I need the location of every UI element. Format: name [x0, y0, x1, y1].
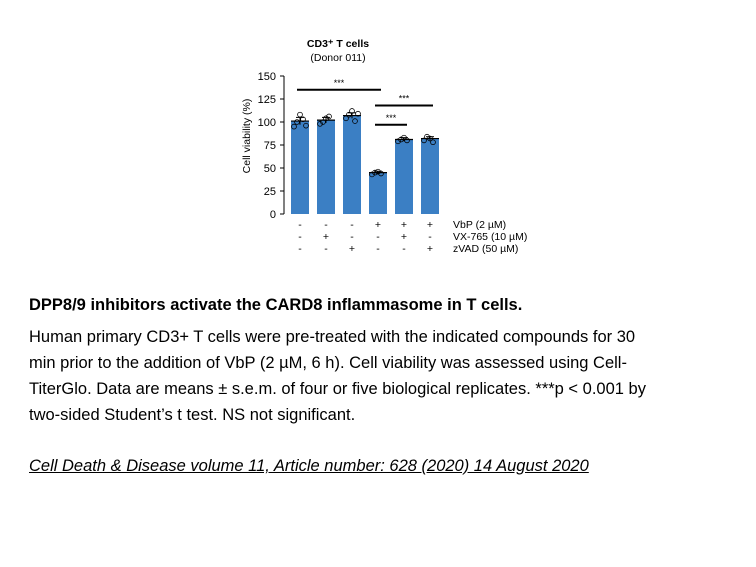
condition-sign: +: [348, 243, 356, 255]
bar: [421, 139, 439, 214]
bar: [369, 173, 387, 214]
significance-brackets: [297, 78, 433, 125]
citation-link[interactable]: Cell Death & Disease volume 11, Article number: 628 (2020) 14 August 2020: [29, 457, 589, 475]
condition-sign: -: [350, 231, 354, 243]
y-tick-label: 100: [257, 117, 276, 129]
condition-sign: +: [400, 231, 408, 243]
condition-sign: -: [428, 231, 432, 243]
condition-sign: +: [374, 219, 382, 231]
condition-sign: -: [376, 231, 380, 243]
condition-sign: +: [322, 231, 330, 243]
condition-table: [298, 219, 527, 255]
significance-label: ***: [385, 112, 397, 123]
caption-body: [29, 324, 749, 428]
bar: [343, 116, 361, 214]
replicate-points: [292, 109, 436, 177]
caption-line: Human primary CD3+ T cells were pre-treated with the indicated compounds for 30: [29, 328, 636, 346]
y-tick-label: 50: [263, 163, 276, 175]
condition-label: zVAD (50 µM): [453, 243, 519, 255]
condition-sign: -: [298, 219, 302, 231]
chart-subtitle: (Donor 011): [310, 52, 366, 64]
caption-line: two-sided Student’s t test. NS not significant.: [29, 406, 356, 424]
condition-sign: -: [298, 231, 302, 243]
y-tick-label: 0: [269, 209, 276, 221]
y-tick-label: 150: [257, 71, 276, 83]
y-tick-label: 25: [263, 186, 276, 198]
caption-line: TiterGlo. Data are means ± s.e.m. of four or five biological replicates. ***p < 0.001 by: [29, 380, 646, 398]
bar: [291, 121, 309, 214]
condition-label: VX-765 (10 µM): [453, 231, 528, 243]
condition-sign: -: [350, 219, 354, 231]
condition-sign: +: [400, 219, 408, 231]
bar: [395, 139, 413, 214]
condition-sign: -: [324, 243, 328, 255]
bar: [317, 120, 335, 214]
y-axis-label: Cell viability (%): [241, 98, 253, 174]
condition-label: VbP (2 µM): [453, 219, 507, 231]
caption-title: DPP8/9 inhibitors activate the CARD8 inflammasome in T cells.: [29, 296, 523, 314]
chart-title: CD3⁺ T cells: [306, 38, 370, 50]
condition-sign: -: [324, 219, 328, 231]
y-tick-label: 125: [257, 94, 276, 106]
condition-sign: -: [402, 243, 406, 255]
y-axis-ticks: [258, 71, 284, 221]
y-tick-label: 75: [263, 140, 276, 152]
significance-label: ***: [398, 93, 410, 104]
significance-label: ***: [333, 77, 345, 88]
bars: [291, 113, 439, 214]
condition-sign: -: [298, 243, 302, 255]
condition-sign: +: [426, 219, 434, 231]
replicate-point: [298, 112, 303, 117]
condition-sign: -: [376, 243, 380, 255]
condition-sign: +: [426, 243, 434, 255]
caption-line: min prior to the addition of VbP (2 µM, 6 h). Cell viability was assessed using Cell-: [29, 354, 627, 372]
